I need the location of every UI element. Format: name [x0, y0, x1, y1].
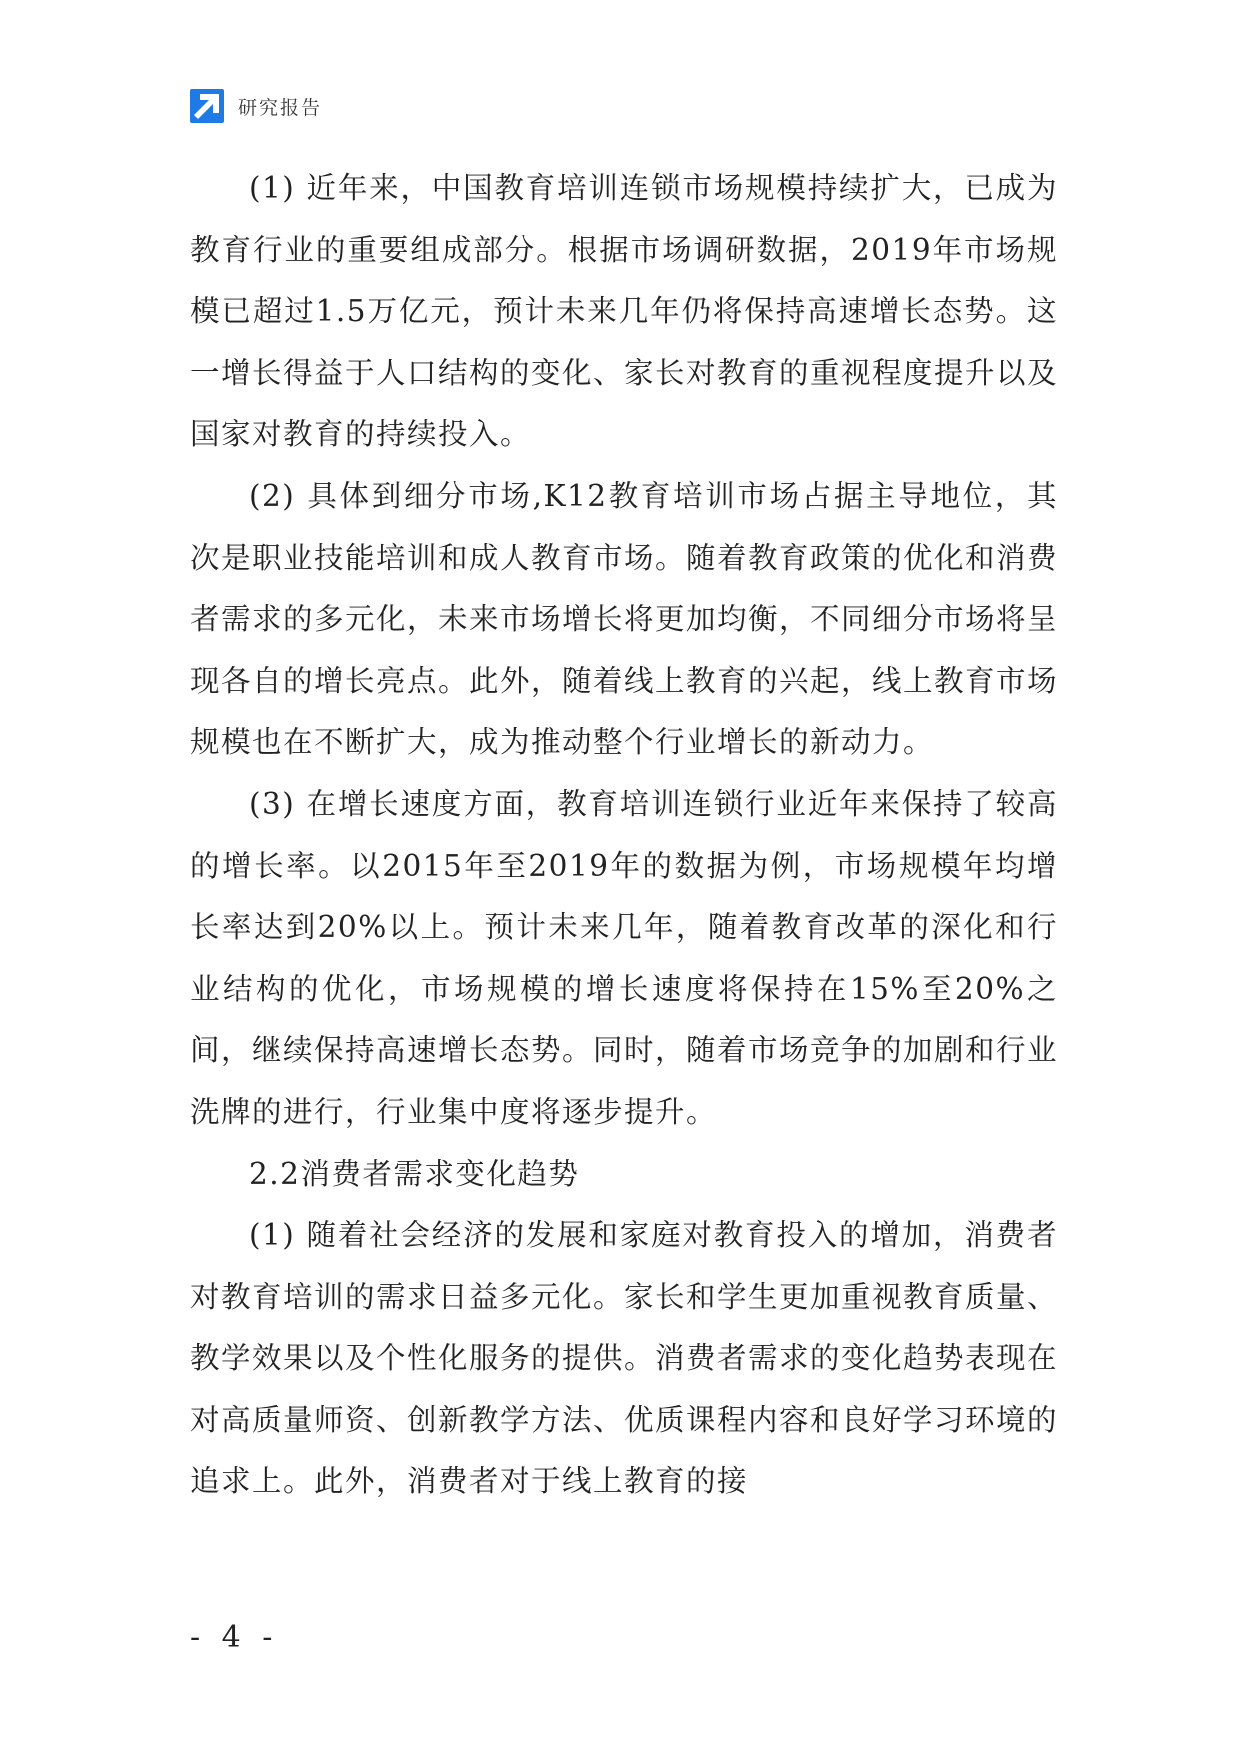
page-header — [190, 88, 322, 124]
arrow-up-right-icon — [190, 89, 224, 123]
header-title: 研究报告 — [238, 96, 323, 119]
paragraph-market-size: (1) 近年来，中国教育培训连锁市场规模持续扩大，已成为教育行业的重要组成部分。根据市场调研数据，2019年市场规模已超过1.5万亿元，预计未来几年仍将保持高速增长态势。这一增长得益于人口结构的变化、家长对教育的重视程度提升以及国家对教育的持续投入。 — [190, 171, 1059, 452]
page-number: - 4 - — [190, 1620, 279, 1655]
document-body — [190, 158, 1058, 1513]
paragraph-growth-rate: (3) 在增长速度方面，教育培训连锁行业近年来保持了较高的增长率。以2015年至2019年的数据为例，市场规模年均增长率达到20%以上。预计未来几年，随着教育改革的深化和行业结构的优化，市场规模的增长速度将保持在15%至20%之间，继续保持高速增长态势。同时，随着市场竞争的加剧和行业洗牌的进行，行业集中度将逐步提升。 — [190, 786, 1059, 1129]
section-heading: 2.2消费者需求变化趋势 — [249, 1156, 580, 1191]
paragraph-segments: (2) 具体到细分市场,K12教育培训市场占据主导地位，其次是职业技能培训和成人教育市场。随着教育政策的优化和消费者需求的多元化，未来市场增长将更加均衡，不同细分市场将呈现各自的增长亮点。此外，随着线上教育的兴起，线上教育市场规模也在不断扩大，成为推动整个行业增长的新动力。 — [190, 478, 1059, 760]
paragraph-consumer-demand: (1) 随着社会经济的发展和家庭对教育投入的增加，消费者对教育培训的需求日益多元化。家长和学生更加重视教育质量、教学效果以及个性化服务的提供。消费者需求的变化趋势表现在对高质量师资、创新教学方法、优质课程内容和良好学习环境的追求上。此外，消费者对于线上教育的接 — [190, 1218, 1059, 1499]
